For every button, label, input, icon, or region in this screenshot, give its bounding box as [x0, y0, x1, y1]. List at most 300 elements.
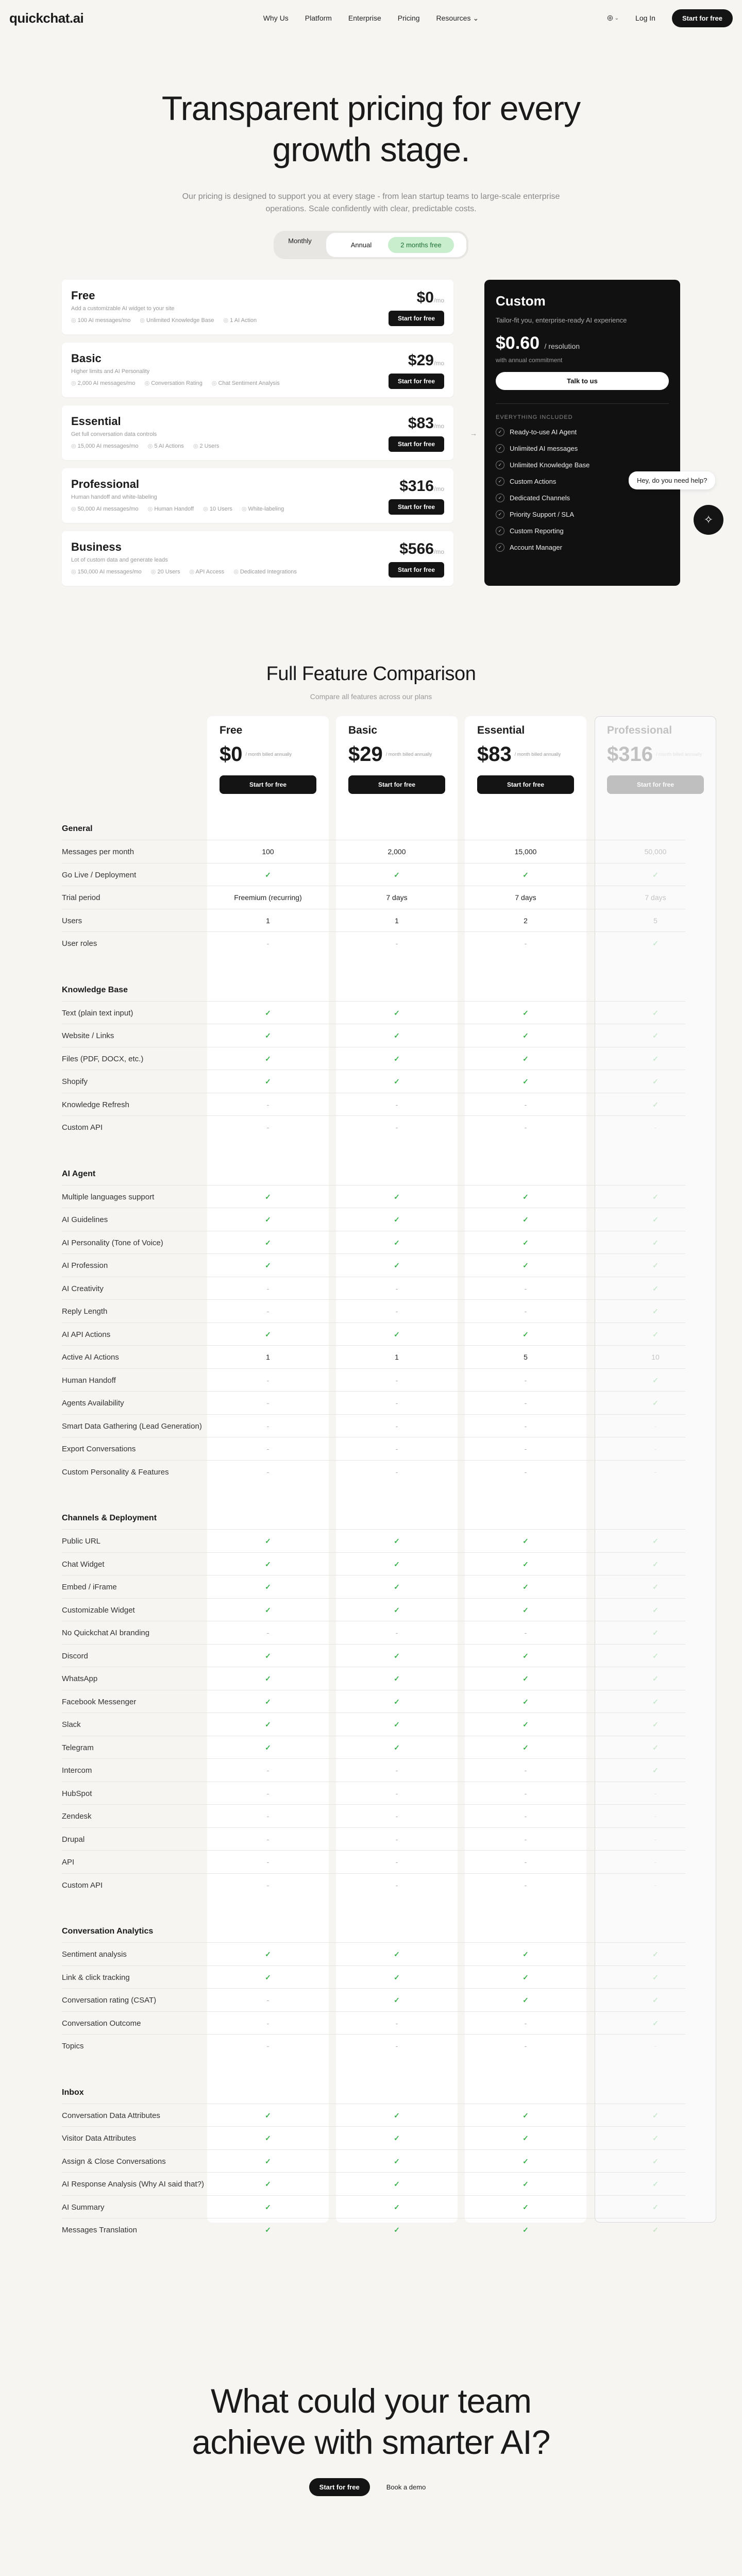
table-cell: -	[266, 1100, 269, 1109]
table-row	[62, 2126, 685, 2149]
plan-desc: Human handoff and white-labeling	[71, 494, 157, 500]
custom-feature-item: ✓ Unlimited Knowledge Base	[496, 461, 669, 469]
table-cell: -	[266, 939, 269, 947]
plan-name: Professional	[71, 478, 140, 490]
table-row	[62, 1001, 685, 1024]
table-cell: -	[395, 1123, 398, 1131]
talk-to-us-button[interactable]: Talk to us	[496, 372, 669, 390]
cta-buttons	[0, 2478, 742, 2496]
table-cell: -	[395, 1812, 398, 1820]
plan-feature: ◎ 100 AI messages/mo	[71, 317, 130, 324]
table-cell: ✓	[265, 1261, 271, 1269]
table-cell: -	[266, 1284, 269, 1293]
plan-price-unit: /mo	[433, 360, 444, 367]
table-cell: ✓	[394, 1031, 400, 1040]
table-cell: ✓	[652, 1054, 659, 1063]
table-cell: ✓	[652, 1629, 659, 1637]
feature-label: Embed / iFrame	[62, 1583, 117, 1591]
feature-label: Facebook Messenger	[62, 1697, 137, 1706]
chevron-down-icon: ⌄	[473, 13, 479, 22]
section-title-knowledge-base: Knowledge Base	[62, 985, 128, 994]
table-cell: -	[395, 1467, 398, 1476]
table-row	[62, 1391, 685, 1414]
table-cell: 50,000	[644, 848, 667, 856]
table-cell: ✓	[265, 2180, 271, 2188]
plan-price	[408, 415, 444, 432]
table-cell: ✓	[265, 2111, 271, 2120]
plan-price-unit: /mo	[433, 485, 444, 493]
plan-feature: ◎ 2 Users	[193, 443, 220, 449]
table-cell: ✓	[652, 1766, 659, 1774]
nav-link-pricing[interactable]: Pricing	[397, 14, 420, 22]
feature-label: Shopify	[62, 1077, 88, 1086]
table-row	[62, 1253, 685, 1276]
table-cell: ✓	[522, 1605, 529, 1614]
table-cell: 2	[524, 916, 528, 925]
login-link[interactable]: Log In	[635, 14, 655, 22]
column-price-value: $83	[477, 743, 512, 766]
table-cell: ✓	[522, 1215, 529, 1224]
feature-label: Active AI Actions	[62, 1353, 119, 1362]
table-cell: -	[395, 1284, 398, 1293]
feature-label: Multiple languages support	[62, 1192, 155, 1201]
table-cell: -	[524, 1858, 527, 1866]
custom-feature-item: ✓ Account Manager	[496, 543, 669, 552]
table-cell: -	[395, 1307, 398, 1315]
plan-start-button[interactable]: Start for free	[389, 311, 444, 326]
feature-label: Messages Translation	[62, 2226, 137, 2234]
table-cell: ✓	[652, 1376, 659, 1384]
column-price	[348, 743, 445, 766]
table-row	[62, 1437, 685, 1460]
table-row	[62, 1965, 685, 1988]
plan-name: Free	[71, 289, 95, 302]
table-cell: -	[654, 1858, 657, 1866]
plan-feature: ◎ 2,000 AI messages/mo	[71, 380, 136, 386]
custom-feature-item: ✓ Dedicated Channels	[496, 494, 669, 502]
plan-feature: ◎ 10 Users	[203, 505, 232, 512]
table-cell: -	[524, 1835, 527, 1843]
table-cell: -	[266, 1996, 269, 2004]
plan-feature: ◎ 1 AI Action	[224, 317, 257, 324]
table-cell: ✓	[394, 1583, 400, 1591]
table-cell: -	[524, 1629, 527, 1637]
table-cell: ✓	[522, 2134, 529, 2142]
table-cell: -	[266, 1467, 269, 1476]
hero	[0, 36, 742, 259]
table-cell: -	[524, 1812, 527, 1820]
column-price-value: $0	[220, 743, 243, 766]
table-cell: -	[524, 1880, 527, 1889]
plan-feature: ◎ 20 Users	[151, 568, 180, 575]
feature-label: Agents Availability	[62, 1399, 124, 1408]
feature-label: Custom API	[62, 1880, 103, 1890]
column-price	[477, 743, 574, 766]
feature-label: Intercom	[62, 1766, 92, 1775]
table-row	[62, 1690, 685, 1713]
hero-title: Transparent pricing for every growth stage.	[161, 89, 581, 168]
table-row	[62, 1115, 685, 1138]
table-row	[62, 2011, 685, 2034]
table-cell: -	[395, 1766, 398, 1774]
plan-start-button[interactable]: Start for free	[389, 499, 444, 515]
table-cell: -	[524, 1766, 527, 1774]
column-header-free	[207, 724, 329, 794]
plan-card-basic	[62, 343, 453, 397]
table-cell: ✓	[522, 1674, 529, 1683]
section-title-ai-agent: AI Agent	[62, 1169, 96, 1178]
table-cell: 1	[395, 1353, 399, 1361]
feature-label: Link & click tracking	[62, 1973, 130, 1982]
table-cell: ✓	[652, 939, 659, 947]
plan-price	[417, 289, 444, 307]
plan-start-button[interactable]: Start for free	[389, 436, 444, 452]
table-cell: ✓	[522, 1996, 529, 2004]
table-cell: ✓	[394, 2202, 400, 2211]
table-cell: ✓	[652, 1720, 659, 1728]
plan-name: Basic	[71, 352, 102, 365]
table-cell: ✓	[265, 2157, 271, 2165]
column-start-button[interactable]: Start for free	[477, 775, 574, 794]
table-cell: ✓	[265, 1537, 271, 1545]
table-cell: ✓	[265, 1031, 271, 1040]
table-row	[62, 1873, 685, 1896]
column-price-unit: / month billed annually	[385, 752, 432, 757]
table-cell: -	[266, 2042, 269, 2050]
feature-label: AI Profession	[62, 1261, 108, 1270]
discount-badge: 2 months free	[388, 237, 454, 253]
table-row	[62, 1093, 685, 1115]
section-title-inbox: Inbox	[62, 2088, 84, 2097]
table-cell: ✓	[652, 1399, 659, 1407]
table-cell: ✓	[652, 1697, 659, 1706]
feature-label: AI API Actions	[62, 1330, 111, 1339]
table-cell: -	[395, 2042, 398, 2050]
custom-feature-item: ✓ Priority Support / SLA	[496, 510, 669, 519]
feature-label: Telegram	[62, 1743, 94, 1752]
table-cell: ✓	[265, 1215, 271, 1224]
table-row	[62, 1827, 685, 1850]
table-cell: ✓	[652, 1008, 659, 1017]
table-cell: 1	[395, 916, 399, 925]
feature-label: AI Response Analysis (Why AI said that?)	[62, 2180, 204, 2189]
table-cell: 10	[651, 1353, 660, 1361]
custom-price-value: $0.60	[496, 333, 540, 353]
table-cell: -	[654, 1421, 657, 1430]
table-row	[62, 1804, 685, 1827]
custom-price	[496, 333, 669, 353]
table-row	[62, 1988, 685, 2011]
table-cell: ✓	[522, 1950, 529, 1958]
table-cell: ✓	[522, 2202, 529, 2211]
table-row	[62, 1070, 685, 1092]
table-cell: ✓	[394, 2180, 400, 2188]
table-cell: ✓	[652, 2202, 659, 2211]
table-row	[62, 1529, 685, 1552]
included-label: EVERYTHING INCLUDED	[496, 414, 573, 420]
column-price-unit: / month billed annually	[655, 752, 702, 757]
table-cell: ✓	[652, 1307, 659, 1315]
table-cell: -	[395, 1445, 398, 1453]
table-row	[62, 1758, 685, 1781]
table-row	[62, 1552, 685, 1575]
table-cell: ✓	[652, 1674, 659, 1683]
column-start-button[interactable]: Start for free	[220, 775, 316, 794]
billing-toggle	[274, 231, 468, 259]
table-cell: ✓	[652, 870, 659, 879]
table-row	[62, 1024, 685, 1046]
table-cell: -	[395, 1376, 398, 1384]
feature-label: Website / Links	[62, 1031, 114, 1040]
table-cell: ✓	[522, 870, 529, 879]
table-row	[62, 1575, 685, 1598]
table-cell: ✓	[522, 1192, 529, 1201]
table-cell: -	[395, 1399, 398, 1407]
table-cell: -	[395, 1629, 398, 1637]
table-row	[62, 1368, 685, 1391]
feature-label: Conversation Outcome	[62, 2019, 141, 2028]
feature-label: Messages per month	[62, 848, 134, 856]
table-cell: ✓	[522, 2111, 529, 2120]
table-cell: ✓	[652, 2180, 659, 2188]
toggle-monthly[interactable]: Monthly	[288, 237, 312, 245]
table-row	[62, 1208, 685, 1230]
feature-label: Customizable Widget	[62, 1605, 135, 1615]
feature-label: Human Handoff	[62, 1376, 116, 1385]
feature-label: Drupal	[62, 1835, 85, 1844]
table-cell: -	[395, 2019, 398, 2027]
section-title-conversation-analytics: Conversation Analytics	[62, 1927, 154, 1936]
table-cell: ✓	[265, 1238, 271, 1247]
column-price-value: $316	[607, 743, 653, 766]
nav-right	[606, 9, 733, 27]
table-cell: ✓	[652, 1031, 659, 1040]
table-cell: -	[524, 1467, 527, 1476]
table-cell: -	[654, 1123, 657, 1131]
table-cell: -	[524, 1789, 527, 1798]
table-cell: ✓	[265, 1330, 271, 1338]
table-cell: ✓	[265, 1743, 271, 1752]
custom-price-unit: / resolution	[544, 342, 580, 350]
table-cell: ✓	[522, 2157, 529, 2165]
table-row	[62, 2218, 685, 2241]
table-cell: -	[266, 1812, 269, 1820]
nav-link-why-us[interactable]: Why Us	[263, 14, 289, 22]
table-cell: ✓	[265, 2134, 271, 2142]
feature-label: Trial period	[62, 893, 100, 902]
cta-section	[0, 2380, 742, 2496]
plan-feature: ◎ White-labeling	[242, 505, 284, 512]
table-cell: ✓	[394, 1054, 400, 1063]
table-cell: -	[266, 1399, 269, 1407]
nav-link-enterprise[interactable]: Enterprise	[348, 14, 381, 22]
start-free-button[interactable]: Start for free	[672, 9, 733, 27]
table-cell: -	[395, 1835, 398, 1843]
table-cell: -	[654, 1445, 657, 1453]
table-row	[62, 2104, 685, 2126]
feature-label: Reply Length	[62, 1307, 108, 1316]
chat-sparkle-icon[interactable]: ✧	[694, 505, 723, 535]
feature-label: Custom Personality & Features	[62, 1467, 169, 1477]
column-price	[220, 743, 316, 766]
table-cell: -	[654, 1880, 657, 1889]
nav-link-resources-label: Resources	[436, 14, 471, 22]
table-row	[62, 1299, 685, 1322]
table-cell: -	[266, 1766, 269, 1774]
feature-label: Custom API	[62, 1123, 103, 1132]
custom-desc: Tailor-fit you, enterprise-ready AI experience	[496, 316, 627, 324]
plan-start-button[interactable]: Start for free	[389, 374, 444, 389]
table-cell: Freemium (recurring)	[234, 893, 302, 902]
comparison-title: Full Feature Comparison	[266, 663, 476, 685]
table-row	[62, 886, 685, 908]
plan-price-value: $566	[399, 540, 434, 557]
column-start-button[interactable]: Start for free	[607, 775, 704, 794]
custom-title: Custom	[496, 293, 546, 309]
table-cell: ✓	[652, 1537, 659, 1545]
table-row	[62, 1323, 685, 1345]
feature-label: AI Summary	[62, 2202, 105, 2212]
table-cell: ✓	[265, 1008, 271, 1017]
plan-price-value: $0	[416, 289, 434, 306]
table-cell: -	[524, 1284, 527, 1293]
table-cell: ✓	[394, 1996, 400, 2004]
comparison-header	[0, 663, 742, 701]
table-row	[62, 1185, 685, 1208]
table-row	[62, 1231, 685, 1253]
table-cell: ✓	[265, 1950, 271, 1958]
table-cell: ✓	[652, 1238, 659, 1247]
nav-link-resources[interactable]	[436, 14, 479, 23]
logo[interactable]: quickchat.ai	[9, 10, 84, 26]
table-cell: ✓	[394, 1950, 400, 1958]
table-cell: ✓	[265, 1651, 271, 1660]
arrow-right-icon: →	[470, 429, 477, 437]
feature-label: Conversation rating (CSAT)	[62, 1996, 157, 2005]
feature-label: Smart Data Gathering (Lead Generation)	[62, 1421, 202, 1431]
table-cell: 5	[524, 1353, 528, 1361]
plan-desc: Get full conversation data controls	[71, 431, 157, 437]
plan-price	[399, 540, 444, 558]
table-cell: ✓	[265, 2226, 271, 2234]
table-cell: ✓	[652, 1284, 659, 1293]
plan-price	[399, 478, 444, 495]
custom-feature-item: ✓ Custom Actions	[496, 477, 669, 486]
table-cell: ✓	[522, 1651, 529, 1660]
table-cell: ✓	[394, 1720, 400, 1728]
feature-label: Topics	[62, 2042, 84, 2050]
table-cell: ✓	[265, 870, 271, 879]
table-cell: -	[266, 1629, 269, 1637]
custom-note: with annual commitment	[496, 357, 563, 364]
plan-price-unit: /mo	[433, 422, 444, 430]
plan-name: Essential	[71, 415, 121, 428]
table-cell: ✓	[522, 1743, 529, 1752]
table-cell: ✓	[265, 1605, 271, 1614]
toggle-annual[interactable]	[326, 233, 466, 257]
table-row	[62, 1047, 685, 1070]
plan-price-value: $83	[408, 415, 434, 432]
cta-title: What could your team achieve with smarter AI?	[192, 2382, 550, 2461]
table-cell: ✓	[394, 1077, 400, 1086]
table-cell: ✓	[394, 1215, 400, 1224]
table-cell: ✓	[652, 1215, 659, 1224]
table-cell: -	[395, 1789, 398, 1798]
custom-feature-item: ✓ Custom Reporting	[496, 527, 669, 535]
plan-price	[408, 352, 444, 369]
table-cell: ✓	[652, 1651, 659, 1660]
table-cell: ✓	[394, 1560, 400, 1568]
nav-link-platform[interactable]: Platform	[305, 14, 332, 22]
feature-label: No Quickchat AI branding	[62, 1629, 150, 1637]
table-cell: -	[266, 2019, 269, 2027]
table-cell: ✓	[522, 2226, 529, 2234]
feature-label: Export Conversations	[62, 1445, 136, 1453]
custom-plan-card	[484, 280, 680, 586]
plan-feature: ◎ 150,000 AI messages/mo	[71, 568, 142, 575]
table-cell: ✓	[265, 1583, 271, 1591]
table-cell: ✓	[522, 1054, 529, 1063]
table-cell: 1	[266, 916, 270, 925]
feature-label: Zendesk	[62, 1812, 92, 1821]
table-cell: ✓	[522, 1261, 529, 1269]
plan-desc: Lot of custom data and generate leads	[71, 557, 168, 563]
table-cell: -	[395, 1421, 398, 1430]
top-nav	[0, 0, 742, 36]
table-cell: ✓	[652, 2111, 659, 2120]
chevron-down-icon: ⌄	[614, 15, 619, 21]
globe-icon[interactable]: ⊕ ⌄	[606, 14, 619, 23]
feature-label: Knowledge Refresh	[62, 1100, 129, 1109]
table-cell: ✓	[394, 2134, 400, 2142]
table-cell: ✓	[652, 1560, 659, 1568]
table-cell: -	[266, 1835, 269, 1843]
table-cell: -	[524, 2019, 527, 2027]
table-cell: -	[524, 939, 527, 947]
divider	[496, 403, 669, 404]
plan-feature: ◎ 50,000 AI messages/mo	[71, 505, 139, 512]
column-plan-name: Free	[220, 724, 243, 736]
table-cell: ✓	[394, 2226, 400, 2234]
feature-label: AI Guidelines	[62, 1215, 108, 1224]
table-cell: -	[266, 1307, 269, 1315]
table-cell: -	[266, 1445, 269, 1453]
table-cell: ✓	[652, 1583, 659, 1591]
table-cell: ✓	[265, 1054, 271, 1063]
table-cell: ✓	[522, 1238, 529, 1247]
book-demo-button[interactable]: Book a demo	[386, 2483, 426, 2491]
table-row	[62, 1850, 685, 1873]
column-header-essential	[465, 724, 586, 794]
table-cell: -	[524, 1123, 527, 1131]
feature-label: Go Live / Deployment	[62, 870, 137, 879]
comparison-subtitle: Compare all features across our plans	[310, 692, 432, 701]
table-cell: ✓	[394, 1008, 400, 1017]
plan-start-button[interactable]: Start for free	[389, 562, 444, 578]
column-start-button[interactable]: Start for free	[348, 775, 445, 794]
table-cell: -	[395, 1880, 398, 1889]
chat-greeting-bubble[interactable]: Hey, do you need help?	[629, 471, 715, 489]
cta-start-button[interactable]: Start for free	[309, 2478, 370, 2496]
feature-label: HubSpot	[62, 1789, 92, 1798]
table-cell: ✓	[394, 1651, 400, 1660]
table-cell: ✓	[652, 1100, 659, 1109]
custom-feature-item: ✓ Ready-to-use AI Agent	[496, 428, 669, 436]
table-cell: ✓	[394, 1743, 400, 1752]
table-cell: ✓	[265, 1720, 271, 1728]
table-cell: ✓	[265, 1973, 271, 1981]
feature-label: Users	[62, 916, 82, 925]
